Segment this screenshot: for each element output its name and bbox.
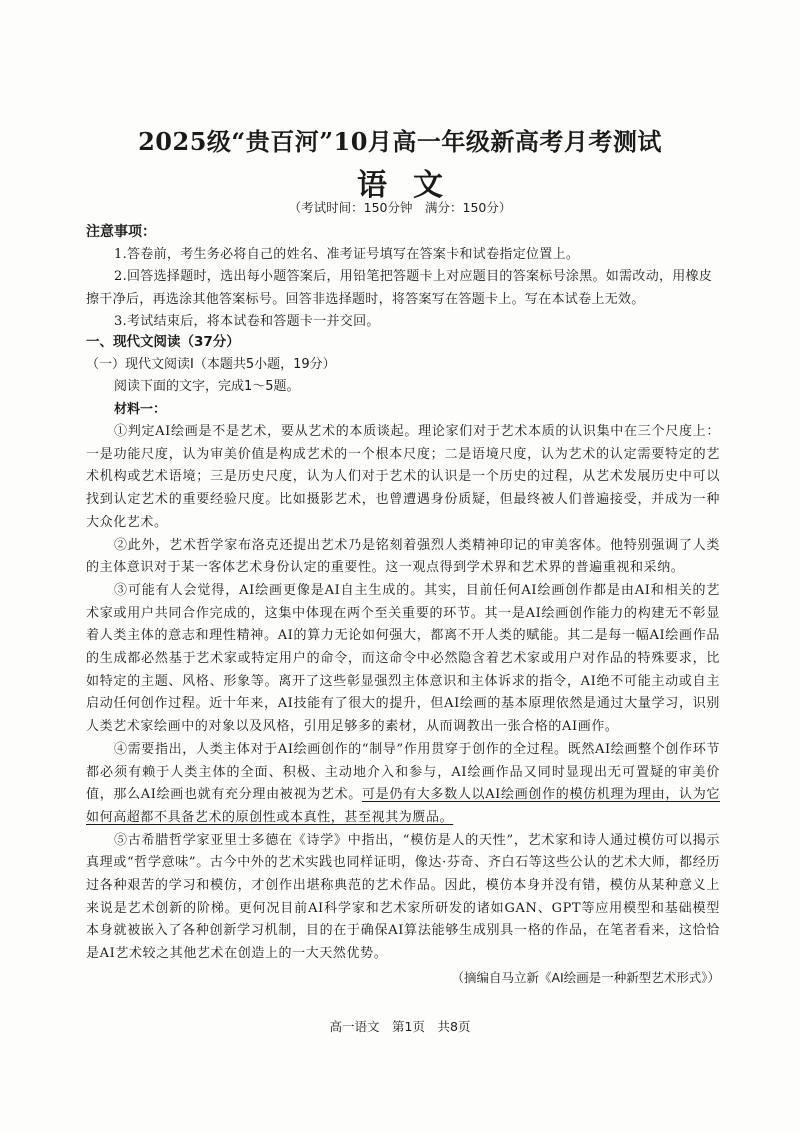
exam-info: （考试时间：150分钟 满分：150分）: [288, 200, 512, 215]
reading-section: [86, 331, 720, 989]
subject-title: 语文: [357, 168, 469, 203]
section-subheading: （一）现代文阅读Ⅰ（本题共5小题，19分）: [86, 356, 336, 372]
note-item-1: 1.答卷前，考生务必将自己的姓名、准考证号填写在答案卡和试卷指定位置上。: [114, 246, 580, 262]
reading-instruction: 阅读下面的文字，完成1～5题。: [114, 379, 300, 394]
paragraph-4-underlined-text: 可是仍有大多数人以AI绘画创作的模仿机理为理由，认为它如何高超都不具备艺术的原创性或本真性，甚至视其为赝品。: [86, 787, 720, 825]
source-citation: （摘编自马立新《AI绘画是一种新型艺术形式》）: [451, 969, 720, 985]
paragraph-4: [86, 739, 720, 830]
paragraph-5: ⑤古希腊哲学家亚里士多德在《诗学》中指出，“模仿是人的天性”，艺术家和诗人通过模仿可以揭示真理或“哲学意味”。古今中外的艺术实践也同样证明，像达·芬奇、齐白石等这些公认的艺术大师，都经历过各种艰苦的学习和模仿，才创作出堪称典范的艺术作品。因此，模仿本身并没有错，模仿从某种意义上来说是艺术创新的阶梯。更何况目前AI科学家和艺术家所研发的诸如GAN、GPT等应用模型和基础模型本身就被嵌入了各种创新学习机制，目的在于确保AI算法能够生成别具一格的作品，在笔者看来，这恰恰是AI艺术较之其他艺术在创造上的一大天然优势。: [86, 832, 720, 962]
material-label: 材料一：: [114, 401, 167, 417]
notes-heading: 注意事项：: [86, 224, 156, 240]
paragraph-1: ①判定AI绘画是不是艺术，要从艺术的本质谈起。理论家们对于艺术本质的认识集中在三个尺度上：一是功能尺度，认为审美价值是构成艺术的一个根本尺度；二是语境尺度，认为艺术的认定需要特定的艺术机构或艺术语境；三是历史尺度，认为人们对于艺术的认识是一个历史的过程，从艺术发展历史中可以找到认定艺术的重要经验尺度。比如摄影艺术，也曾遭遇身份质疑，但最终被人们普遍接受，并成为一种大众化艺术。: [86, 424, 720, 530]
note-item-3: 3.考试结束后，将本试卷和答题卡一并交回。: [114, 314, 380, 329]
page-footer: 高一语文 第1页 共8页: [329, 1019, 471, 1034]
paragraph-2: ②此外，艺术哲学家布洛克还提出艺术乃是铭刻着强烈人类精神印记的审美客体。他特别强调了人类的主体意识对于某一客体艺术身份认定的重要性。这一观点得到学术界和艺术界的普遍重视和采纳。: [86, 537, 720, 576]
section-heading: 一、现代文阅读（37分）: [86, 334, 240, 350]
paragraph-3: ③可能有人会觉得，AI绘画更像是AI自主生成的。其实，目前任何AI绘画创作都是由AI和相关的艺术家或用户共同合作完成的，这集中体现在两个至关重要的环节。其一是AI绘画创作能力的构建无不彰显着人类主体的意志和理性精神。AI的算力无论如何强大，都离不开人类的赋能。其二是每一幅AI绘画作品的生成都必然基于艺术家或特定用户的命令，而这命令中必然隐含着艺术家或用户对作品的特殊要求，比如特定的主题、风格、形象等。离开了这些彰显强烈主体意识和主体诉求的指令，AI绝不可能主动或自主启动任何创作过程。近十年来，AI技能有了很大的提升，但AI绘画的基本原理依然是通过大量学习，识别人类艺术家绘画中的对象以及风格，引用足够多的素材，从而调教出一张合格的AI画作。: [86, 582, 720, 735]
notes-block: [86, 221, 720, 334]
note-item-2: 2.回答选择题时，选出每小题答案后，用铅笔把答题卡上对应题目的答案标号涂黑。如需改动，用橡皮擦干净后，再选涂其他答案标号。回答非选择题时，将答案写在答题卡上。写在本试卷上无效。: [86, 269, 713, 307]
exam-title: 2025级“贵百河”10月高一年级新高考月考测试: [138, 127, 662, 156]
paragraph-4-text: ④需要指出，人类主体对于AI绘画创作的“制导”作用贯穿于创作的全过程。既然AI绘画整个创作环节都必须有赖于人类主体的全面、积极、主动地介入和参与，AI绘画作品又同时显现出无可置疑的审美价值，那么AI绘画也就有充分理由被视为艺术。: [86, 741, 720, 803]
